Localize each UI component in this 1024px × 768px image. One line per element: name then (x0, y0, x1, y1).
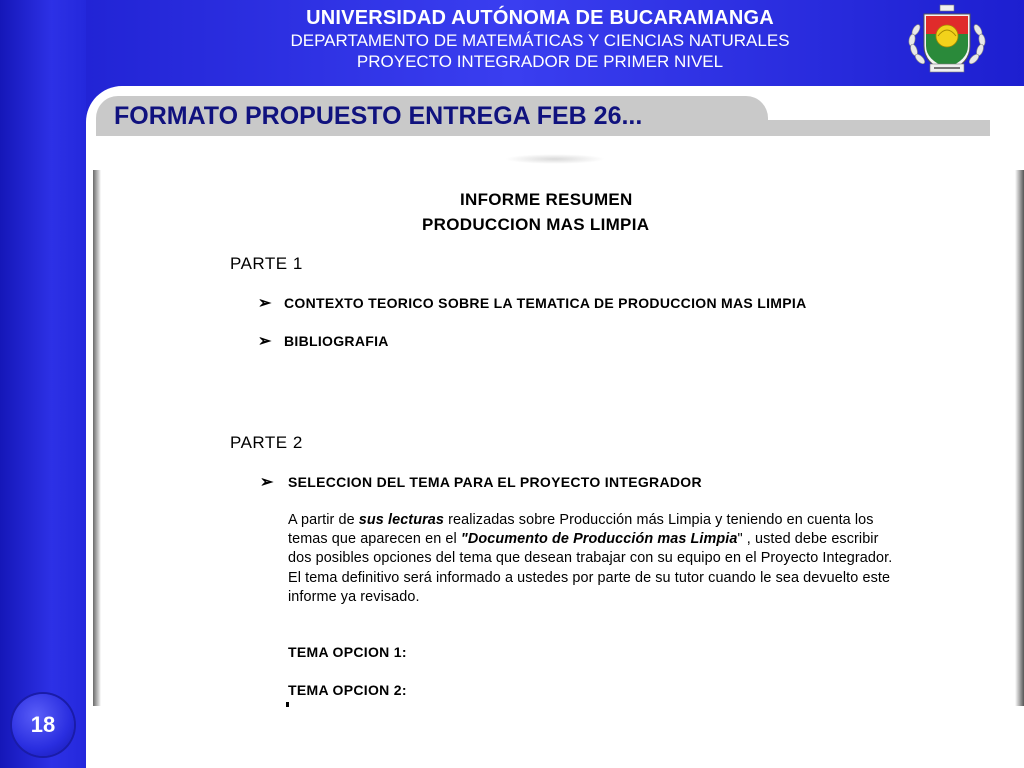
document-heading-1: INFORME RESUMEN (460, 190, 633, 209)
slide-number: 18 (30, 712, 56, 737)
university-name: UNIVERSIDAD AUTÓNOMA DE BUCARAMANGA (306, 7, 774, 29)
project-name: PROYECTO INTEGRADOR DE PRIMER NIVEL (356, 52, 724, 71)
part-2-paragraph (288, 511, 898, 607)
tema-opcion-2: TEMA OPCION 2: (288, 682, 407, 698)
arrow-bullet-icon: ➢ (260, 474, 274, 491)
department-name: DEPARTAMENTO DE MATEMÁTICAS Y CIENCIAS NATURALES (290, 31, 790, 50)
paragraph-emphasis: sus lecturas (358, 512, 444, 528)
paragraph-text: realizadas sobre Producción más Limpia y teniendo en cuenta los temas que aparecen en el (288, 512, 874, 548)
tema-opcion-1: TEMA OPCION 1: (288, 644, 407, 660)
paragraph-text: " , usted debe escribir dos posibles opciones del tema que desean trabajar con su equipo en el Proyecto Integrador. El tema definitivo será informado a ustedes por parte de su tutor cuando le sea devuelto este informe ya revisado. (288, 531, 893, 605)
part-1-item-1: CONTEXTO TEORICO SOBRE LA TEMATICA DE PRODUCCION MAS LIMPIA (284, 295, 807, 311)
document-heading-2: PRODUCCION MAS LIMPIA (422, 215, 650, 234)
slide-title: FORMATO PROPUESTO ENTREGA FEB 26... (114, 102, 643, 130)
part-1-item-2: BIBLIOGRAFIA (284, 333, 389, 349)
paragraph-emphasis: "Documento de Producción mas Limpia (460, 531, 738, 548)
part-1-label: PARTE 1 (230, 254, 303, 273)
arrow-bullet-icon: ➢ (258, 333, 272, 350)
part-2-label: PARTE 2 (230, 433, 303, 452)
part-2-item-1: SELECCION DEL TEMA PARA EL PROYECTO INTEGRADOR (288, 474, 702, 490)
arrow-bullet-icon: ➢ (258, 295, 272, 312)
paragraph-text: A partir de (288, 512, 359, 528)
slide-number-badge (12, 694, 74, 756)
scan-dot (286, 702, 289, 707)
